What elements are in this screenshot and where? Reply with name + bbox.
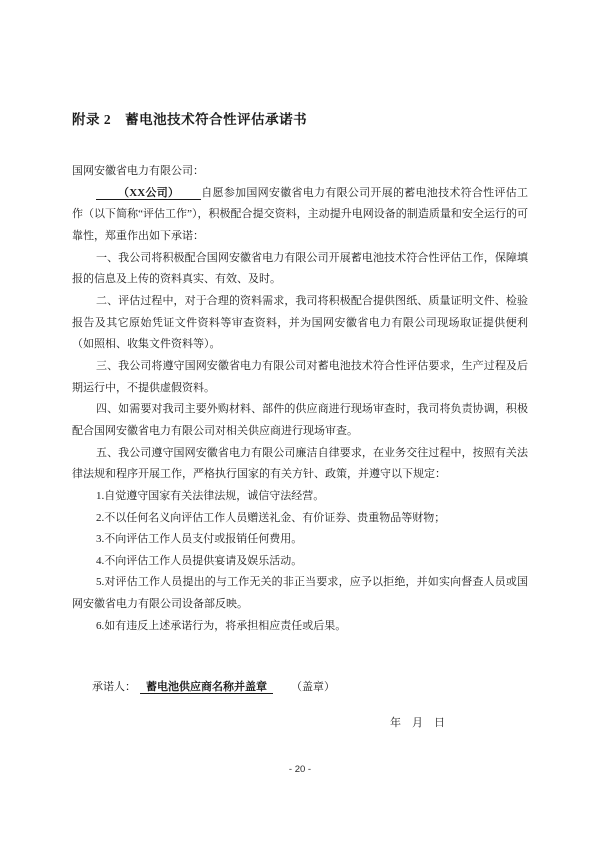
rule-1: 1.自觉遵守国家有关法律法规，诚信守法经营。 [96,489,325,502]
page-number: - 20 - [288,764,312,775]
rule-5: 5.对评估工作人员提出的与工作无关的非正当要求，应予以拒绝，并如实向督查人员或国网安徽省电力有限公司设备部反映。 [72,576,528,611]
rule-4: 4.不向评估工作人员提供宴请及娱乐活动。 [96,554,303,567]
clause-2: 二、评估过程中，对于合理的资料需求，我司将积极配合提供图纸、质量证明文件、检验报告及其它原始凭证文件资料等审查资料，并为国网安徽省电力有限公司现场取证提供便利（如照相、收集文件资料等）。 [72,294,528,351]
company-name-blank-field [96,187,201,200]
rule-6: 6.如有违反上述承诺行为，将承担相应责任或后果。 [96,619,347,632]
signatory-name-field: 蓄电池供应商名称并盖章 [140,681,273,694]
rule-2: 2.不以任何名义向评估工作人员赠送礼金、有价证券、贵重物品等财物； [96,511,446,524]
seal-note: （盖章） [291,681,335,694]
salutation-line: 国网安徽省电力有限公司： [72,165,204,177]
rule-3: 3.不向评估工作人员支付或报销任何费用。 [96,533,303,546]
clause-3: 三、我公司将遵守国网安徽省电力有限公司对蓄电池技术符合性评估要求，生产过程及后期运行中，不提供虚假资料。 [72,359,528,394]
date-line: 年 月 日 [390,717,445,730]
clause-5: 五、我公司遵守国网安徽省电力有限公司廉洁自律要求，在业务交往过程中，按照有关法律法规和程序开展工作，严格执行国家的有关方针、政策，并遵守以下规定： [72,446,528,481]
intro-text: 自愿参加国网安徽省电力有限公司开展的蓄电池技术符合性评估工作（以下简称“评估工作”），积极配合提交资料，主动提升电网设备的制造质量和安全运行的可靠性，郑重作出如下承诺： [72,186,529,242]
intro-paragraph [72,183,528,248]
clause-1: 一、我公司将积极配合国网安徽省电力有限公司开展蓄电池技术符合性评估工作，保障填报的信息及上传的资料真实、有效、及时。 [72,251,528,286]
signature-row [72,677,528,699]
signatory-label: 承诺人： [92,681,136,694]
page-title: 附录 2 蓄电池技术符合性评估承诺书 [72,112,308,127]
clause-4: 四、如需要对我司主要外购材料、部件的供应商进行现场审查时，我司将负责协调，积极配合国网安徽省电力有限公司对相关供应商进行现场审查。 [72,403,528,437]
company-name-placeholder: （XX公司） [118,186,180,199]
